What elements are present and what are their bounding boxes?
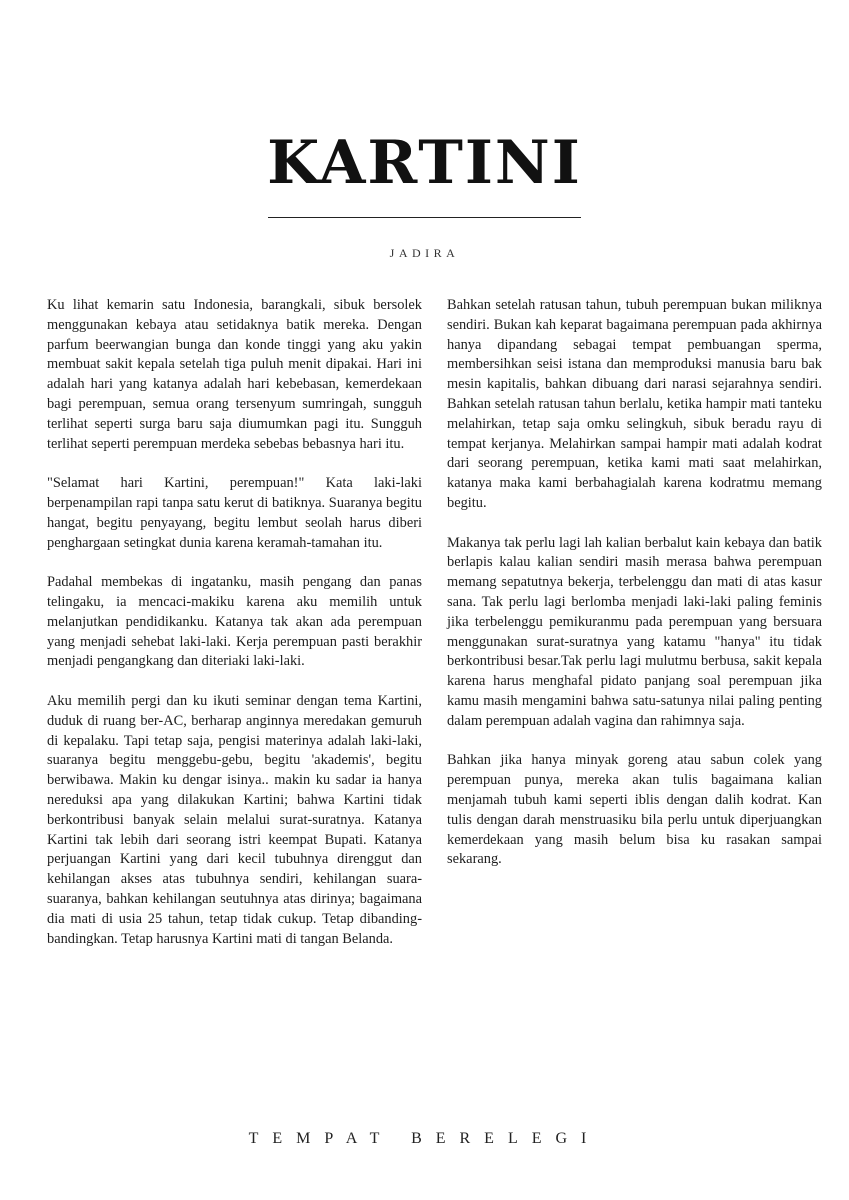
paragraph: Makanya tak perlu lagi lah kalian berbalut kain kebaya dan batik berlapis kalau kalian sendiri masih merasa bahwa perempuan memang sepatutnya bekerja, terbelenggu dan mati di atas kasur sana. Tak perlu lagi berlomba menjadi laki-laki paling feminis jika terbelenggu pemikuranmu pada perempuan yang bersuara menggunakan surat-suratnya yang katamu "hanya" itu tidak berkontribusi besar.Tak perlu lagi mulutmu berbusa, sakit kepala karena harus menghafal pidato panjang soal perempuan jika kamu masih mengamini bahwa satu-satunya nilai paling penting dalam perempuan adalah vagina dan rahimnya saja.: [447, 534, 822, 729]
paragraph: Ku lihat kemarin satu Indonesia, barangkali, sibuk bersolek menggunakan kebaya atau setidaknya batik mereka. Dengan parfum beerwangian bunga dan konde tinggi yang aku yakin membuat sakit kepala setelah tiga puluh menit dipakai. Hari ini adalah hari yang katanya adalah hari kebebasan, kemerdekaan bagi perempuan, semua orang tersenyum sumringah, sungguh terlihat seperti surga baru saja diumumkan pagi itu. Sungguh terlihat seperti perempuan merdeka sebebas bebasnya hari itu.: [47, 297, 422, 452]
paragraph: Bahkan setelah ratusan tahun, tubuh perempuan bukan miliknya sendiri. Bukan kah keparat bagaimana perempuan pada akhirnya hanya dipandang sebagai tempat pembuangan sperma, membersihkan seisi istana dan memproduksi manusia baru bak mesin kapitalis, bahkan dibuang dari narasi sejarahnya sendiri. Bahkan setelah ratusan tahun berlalu, ketika hampir mati tanteku melahirkan, tetap saja omku selingkuh, sibuk beradu rayu di tempat kerjanya. Melahirkan sampai hampir mati adalah kodrat dari seorang perempuan, ketika kami mati saat melahirkan, katanya maka kami berbahagialah karena kodratmu memang begitu.: [447, 297, 822, 511]
paragraph: Padahal membekas di ingatanku, masih pengang dan panas telingaku, ia mencaci-makiku karena aku memilih untuk melanjutkan pendidikanku. Katanya tak akan ada perempuan yang menjadi sehebat laki-laki. Kerja perempuan pasti berakhir menjadi pengangkang dan diteriaki laki-laki.: [47, 574, 422, 670]
publication-footer: TEMPAT BERELEGI: [248, 1130, 601, 1147]
article-column-right: [447, 296, 822, 890]
page-title: KARTINI: [267, 128, 582, 198]
paragraph: Aku memilih pergi dan ku ikuti seminar dengan tema Kartini, duduk di ruang ber-AC, berharap anginnya meredakan gemuruh di kepalaku. Tapi tetap saja, pengisi materinya adalah laki-laki, suaranya begitu menggebu-gebu, begitu 'akademis', begitu berwibawa. Makin ku dengar isinya.. makin ku sadar ia hanya nereduksi apa yang dilakukan Kartini; bahwa Kartini tidak berkontribusi banyak selain melalui surat-suratnya. Katanya Kartini tak lebih dari seorang istri keempat Bupati. Katanya perjuangan Kartini yang dari kecil tubuhnya direnggut dan kehilangan akses atas tubuhnya sendiri, kehilangan suara-suaranya, bahkan kehilangan seutuhnya atas dirinya; bagaimana dia mati di usia 25 tahun, tetap tidak cukup. Tetap dibanding-bandingkan. Tetap harusnya Kartini mati di tangan Belanda.: [47, 692, 422, 947]
author-name: JADIRA: [389, 246, 460, 260]
paragraph: Bahkan jika hanya minyak goreng atau sabun colek yang perempuan punya, mereka akan tulis bagaimana kalian menjamah tubuh kami seperti iblis dengan dalih kodrat. Kan tulis dengan darah menstruasiku bila perlu untuk diperjuangkan kemerdekaan yang masih belum bisa ku rasakan sampai sekarang.: [447, 752, 822, 868]
paragraph: "Selamat hari Kartini, perempuan!" Kata laki-laki berpenampilan rapi tanpa satu kerut di batiknya. Suaranya begitu hangat, begitu penyayang, begitu lembut seolah harus diberi penghargaan setingkat dunia karena keramah-tamahan itu.: [47, 475, 422, 551]
article-column-left: [47, 296, 422, 969]
title-divider: [268, 217, 581, 218]
